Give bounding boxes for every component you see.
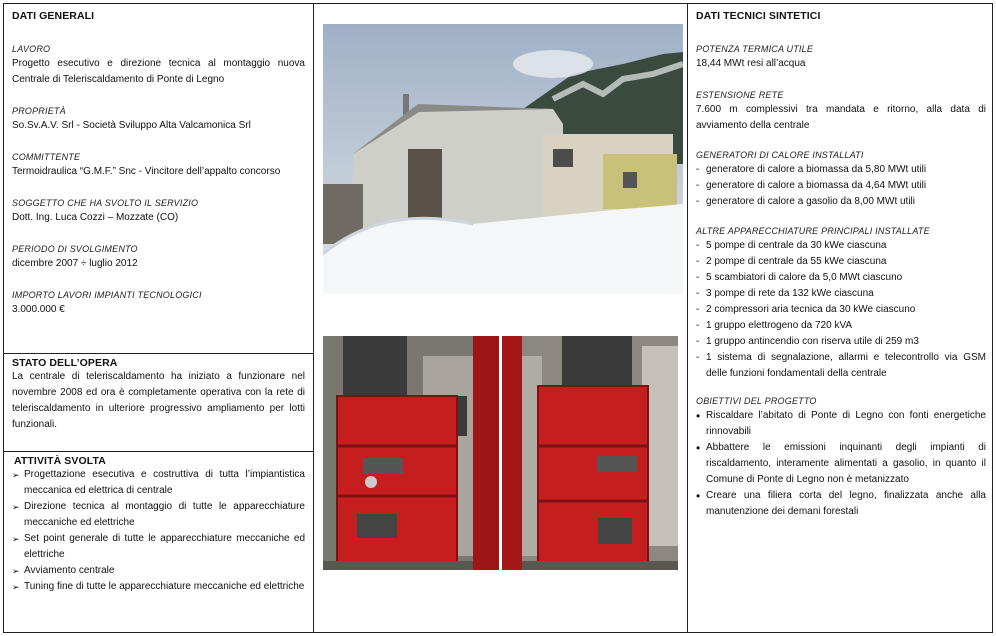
- estensione-label: ESTENSIONE RETE: [696, 90, 784, 100]
- importo-label: IMPORTO LAVORI IMPIANTI TECNOLOGICI: [12, 290, 202, 300]
- committente-label: COMMITTENTE: [12, 152, 81, 162]
- attivita-list: [14, 467, 305, 595]
- altre-item: - 5 pompe di centrale da 30 kWe ciascuna: [696, 238, 986, 254]
- dati-generali-title: DATI GENERALI: [12, 10, 95, 22]
- committente-value: Termoidraulica “G.M.F.” Snc - Vincitore dell’appalto concorso: [12, 166, 281, 177]
- boiler-photo-left-image: [323, 336, 499, 570]
- altre-item: - 5 scambiatori di calore da 5,0 MWt ciascuno: [696, 270, 986, 286]
- importo-value: 3.000.000 €: [12, 304, 65, 315]
- building-photo: [323, 24, 683, 294]
- periodo-label: PERIODO DI SVOLGIMENTO: [12, 244, 138, 254]
- attivita-item: ➢ Direzione tecnica al montaggio di tutte le apparecchiature meccaniche ed elettriche: [14, 499, 305, 531]
- attivita-title: ATTIVITÀ SVOLTA: [14, 455, 106, 467]
- boiler-photo-right-image: [502, 336, 678, 570]
- soggetto-value: Dott. Ing. Luca Cozzi – Mozzate (CO): [12, 212, 179, 223]
- proprieta-value: So.Sv.A.V. Srl - Società Sviluppo Alta Valcamonica Srl: [12, 120, 251, 131]
- lavoro-value: Progetto esecutivo e direzione tecnica al montaggio nuova Centrale di Teleriscaldamento di Ponte di Legno: [12, 58, 305, 85]
- altre-label: ALTRE APPARECCHIATURE PRINCIPALI INSTALLATE: [696, 226, 930, 236]
- altre-item: - 2 pompe di centrale da 55 kWe ciascuna: [696, 254, 986, 270]
- altre-item: - 1 gruppo antincendio con riserva utile di 259 m3: [696, 334, 986, 350]
- attivita-item: ➢ Tuning fine di tutte le apparecchiature meccaniche ed elettriche: [14, 579, 305, 595]
- building-photo-image: [323, 24, 683, 294]
- altre-item: - 1 gruppo elettrogeno da 720 kVA: [696, 318, 986, 334]
- attivita-section: [4, 455, 313, 595]
- stato-text: La centrale di teleriscaldamento ha iniziato a funzionare nel novembre 2008 ed ora è completamente operativa con la rete di teleriscaldamento in ulteriore progressivo ampliamento per lotti funzionali.: [12, 371, 305, 430]
- attivita-item: ➢ Avviamento centrale: [14, 563, 305, 579]
- generatore-item: - generatore di calore a biomassa da 5,80 MWt utili: [696, 162, 986, 178]
- attivita-item: ➢ Progettazione esecutiva e costruttiva di tutta l’impiantistica meccanica ed elettrica di centrale: [14, 467, 305, 499]
- stato-section: [4, 357, 313, 447]
- potenza-value: 18,44 MWt resi all’acqua: [696, 58, 806, 69]
- altre-item: - 2 compressori aria tecnica da 30 kWe ciascuno: [696, 302, 986, 318]
- periodo-value: dicembre 2007 ÷ luglio 2012: [12, 258, 138, 269]
- boiler-photo-left: [323, 336, 499, 570]
- generatori-label: GENERATORI DI CALORE INSTALLATI: [696, 150, 864, 160]
- generatore-item: - generatore di calore a biomassa da 4,64 MWt utili: [696, 178, 986, 194]
- obiettivi-list: [696, 408, 986, 520]
- dati-tecnici-column: [688, 4, 994, 632]
- altre-list: [696, 238, 986, 382]
- generatori-list: [696, 162, 986, 210]
- obiettivi-label: OBIETTIVI DEL PROGETTO: [696, 396, 817, 406]
- proprieta-label: PROPRIETÀ: [12, 106, 66, 116]
- dati-generali-fields: [12, 44, 305, 318]
- boiler-photo-right: [502, 336, 678, 570]
- column-divider-left: [313, 4, 314, 632]
- stato-title: STATO DELL’OPERA: [12, 357, 118, 369]
- estensione-value: 7.600 m complessivi tra mandata e ritorno, alla data di avviamento della centrale: [696, 104, 986, 131]
- obiettivo-item: • Creare una filiera corta del legno, finalizzata anche alla manutenzione dei demani forestali: [696, 488, 986, 520]
- dati-tecnici-title: DATI TECNICI SINTETICI: [696, 10, 821, 22]
- attivita-item: ➢ Set point generale di tutte le apparecchiature meccaniche ed elettriche: [14, 531, 305, 563]
- soggetto-label: SOGGETTO CHE HA SVOLTO IL SERVIZIO: [12, 198, 199, 208]
- lavoro-label: LAVORO: [12, 44, 51, 54]
- datasheet: [3, 3, 993, 633]
- potenza-label: POTENZA TERMICA UTILE: [696, 44, 814, 54]
- altre-item: - 3 pompe di rete da 132 kWe ciascuna: [696, 286, 986, 302]
- generatore-item: - generatore di calore a gasolio da 8,00 MWt utili: [696, 194, 986, 210]
- obiettivo-item: • Riscaldare l’abitato di Ponte di Legno con fonti energetiche rinnovabili: [696, 408, 986, 440]
- altre-item: - 1 sistema di segnalazione, allarmi e telecontrollo via GSM delle funzioni fondamentali della centrale: [696, 350, 986, 382]
- obiettivo-item: • Abbattere le emissioni inquinanti degli impianti di riscaldamento, interamente alimentati a gasolio, in quanto il Comune di Ponte di Legno non è metanizzato: [696, 440, 986, 488]
